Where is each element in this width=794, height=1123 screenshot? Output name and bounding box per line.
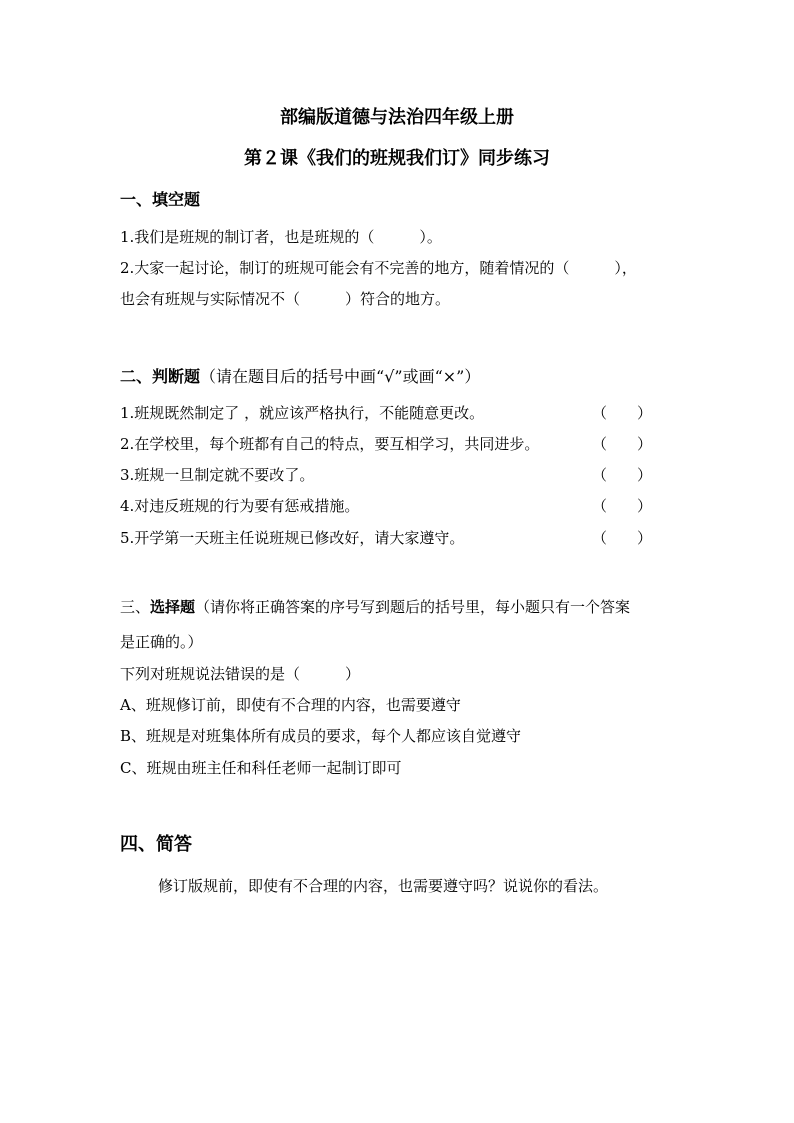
section2-heading — [120, 367, 480, 387]
choice-question: 下列对班规说法错误的是（ ） — [120, 665, 361, 683]
judge-item-3: 3.班规一旦制定就不要改了。 — [120, 466, 315, 484]
section3-instruction-line2: 是正确的。） — [120, 633, 203, 651]
fill-blank-q2-line1: 2.大家一起讨论，制订的班规可能会有不完善的地方，随着情况的（ ）， — [120, 259, 637, 277]
judge-item-2: 2.在学校里，每个班都有自己的特点，要互相学习，共同进步。 — [120, 435, 540, 453]
section3-prefix: 三、 — [120, 598, 151, 616]
section1-heading: 一、填空题 — [120, 190, 201, 209]
judge-item-5-answer: （ ） — [592, 529, 653, 547]
fill-blank-q1: 1.我们是班规的制订者，也是班规的（ ）。 — [120, 228, 442, 246]
short-answer-question: 修订版规前，即使有不合理的内容，也需要遵守吗？说说你的看法。 — [158, 877, 609, 895]
choice-option-b: B、班规是对班集体所有成员的要求，每个人都应该自觉遵守 — [120, 727, 522, 745]
page-subtitle: 第２课《我们的班规我们订》同步练习 — [244, 148, 550, 169]
section3-instruction: （请你将正确答案的序号写到题后的括号里，每小题只有一个答案 — [195, 598, 631, 616]
judge-item-5: 5.开学第一天班主任说班规已修改好，请大家遵守。 — [120, 529, 465, 547]
judge-item-4: 4.对违反班规的行为要有惩戒措施。 — [120, 497, 360, 515]
choice-option-c: C、班规由班主任和科任老师一起制订即可 — [120, 759, 402, 777]
section2-title: 二、判断题 — [120, 367, 201, 386]
section3-title: 选择题 — [150, 598, 196, 616]
judge-item-1-answer: （ ） — [592, 404, 653, 422]
judge-item-4-answer: （ ） — [592, 497, 653, 515]
judge-item-3-answer: （ ） — [592, 466, 653, 484]
section3-heading — [120, 597, 630, 617]
section2-instruction: （请在题目后的括号中画“√”或画“×”） — [200, 367, 481, 386]
fill-blank-q2-line2: 也会有班规与实际情况不（ ）符合的地方。 — [120, 290, 451, 308]
choice-option-a: A、班规修订前，即使有不合理的内容，也需要遵守 — [120, 696, 461, 714]
section4-heading: 四、简答 — [120, 834, 192, 855]
page-title: 部编版道德与法治四年级上册 — [280, 107, 514, 128]
judge-item-2-answer: （ ） — [592, 435, 653, 453]
judge-item-1: 1.班规既然制定了 ，就应该严格执行，不能随意更改。 — [120, 404, 485, 422]
